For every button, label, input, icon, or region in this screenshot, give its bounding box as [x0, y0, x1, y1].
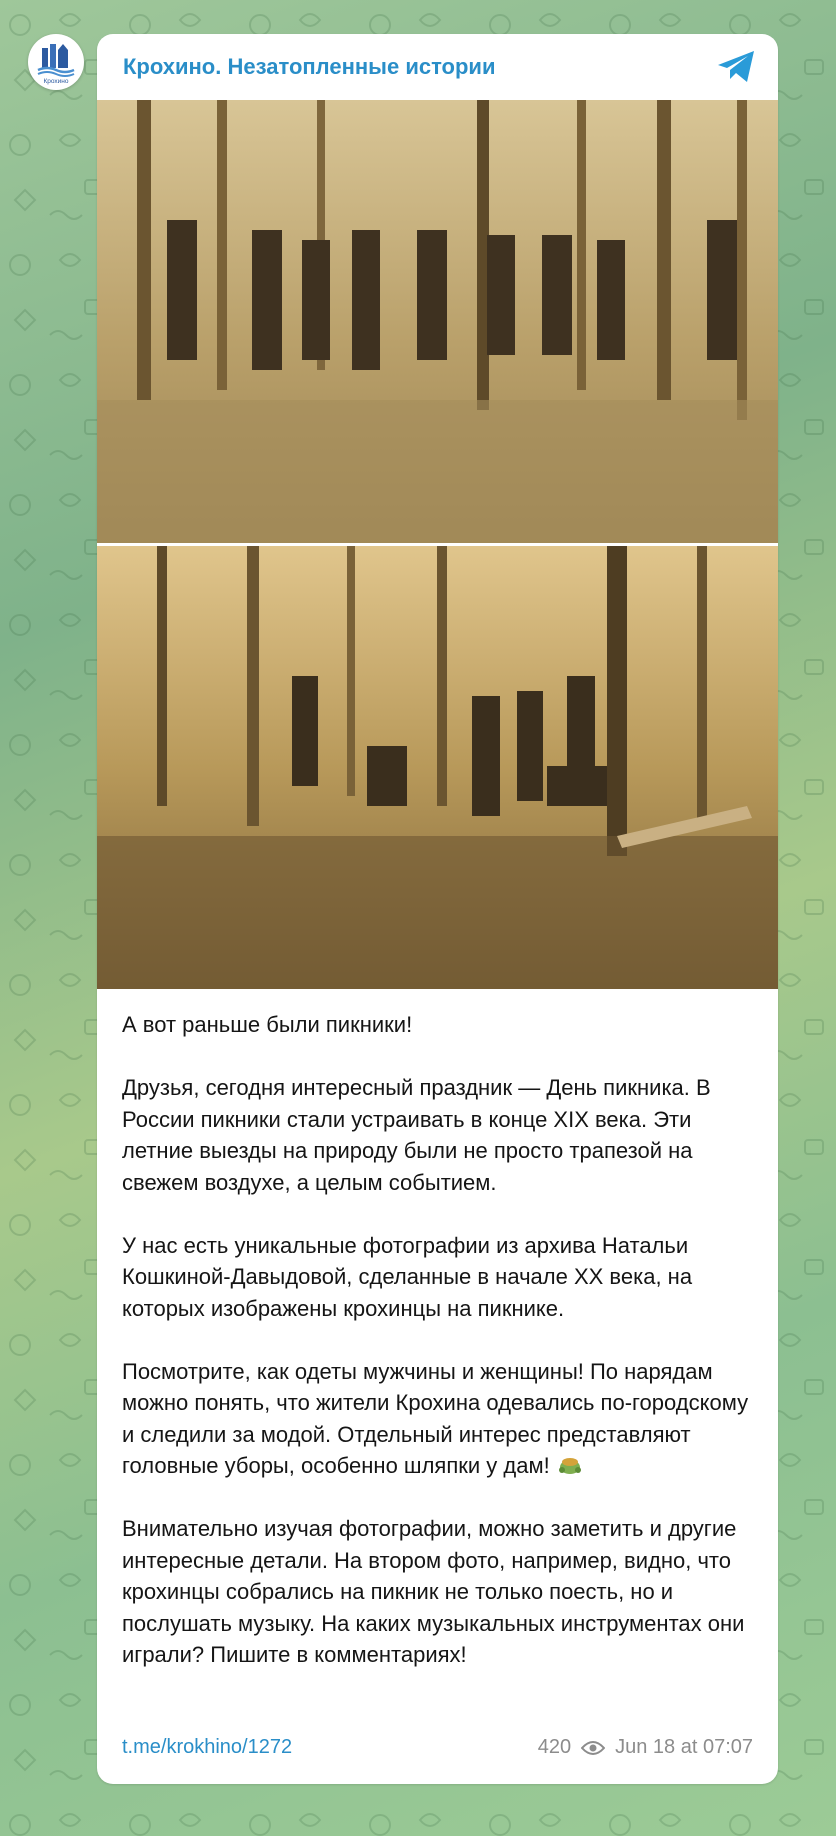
view-count: 420 — [537, 1736, 572, 1758]
telegram-icon[interactable] — [716, 49, 756, 85]
picnic-photo-2[interactable] — [97, 546, 778, 989]
avatar-logo-text: Крохино — [43, 78, 69, 85]
post-paragraph-5: Внимательно изучая фотографии, можно заметить и другие интересные детали. На втором фото, например, видно, что крохинцы собрались на пикник не только поесть, но и послушать музыку. На каких музыкальных инструментах они играли? Пишите в комментариях! — [122, 1516, 751, 1667]
post-footer — [97, 1736, 778, 1766]
post-timestamp: Jun 18 at 07:07 — [615, 1736, 753, 1758]
post-paragraph-1: А вот раньше были пикники! — [122, 1012, 413, 1037]
post-header — [97, 34, 778, 100]
post-link[interactable]: t.me/krokhino/1272 — [122, 1736, 293, 1758]
krokhino-logo-icon — [28, 34, 84, 90]
post-card — [97, 34, 778, 1784]
eye-icon — [581, 1740, 605, 1756]
channel-avatar[interactable] — [28, 34, 84, 90]
post-paragraph-3: У нас есть уникальные фотографии из архива Натальи Кошкиной-Давыдовой, сделанные в начале XX века, на которых изображены крохинцы на пикнике. — [122, 1232, 699, 1321]
post-meta — [538, 1736, 753, 1759]
channel-title[interactable]: Крохино. Незатопленные истории — [123, 54, 496, 79]
post-text — [97, 989, 778, 1671]
post-paragraph-4: Посмотрите, как одеты мужчины и женщины! По нарядам можно понять, что жители Крохина одевались по-городскому и следили за модой. Отдельный интерес представляют головные уборы, особенно шляпки у дам! — [122, 1358, 755, 1478]
post-paragraph-2: Друзья, сегодня интересный праздник — День пикника. В России пикники стали устраивать в конце XIX века. Эти летние выезды на природу были не просто трапезой на свежем воздухе, а целым событием. — [122, 1075, 717, 1195]
picnic-photo-1[interactable] — [97, 100, 778, 543]
turtle-hat-emoji-icon — [556, 1453, 584, 1477]
